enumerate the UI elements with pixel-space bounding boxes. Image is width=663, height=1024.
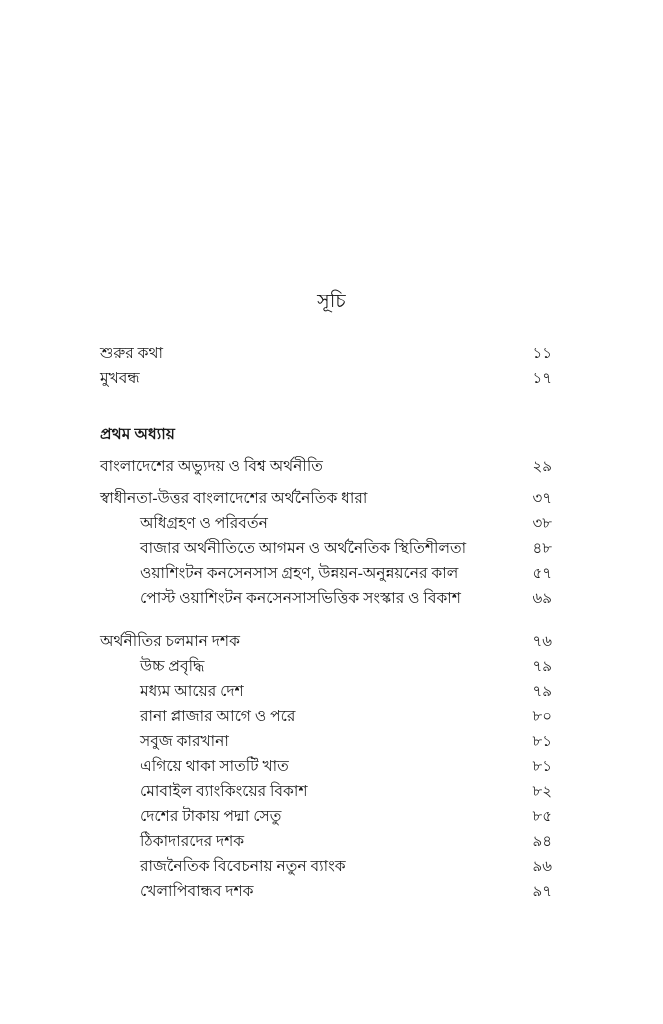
toc-entry[interactable] (100, 679, 552, 704)
toc-entry-label: মোবাইল ব্যাংকিংয়ের বিকাশ (140, 783, 308, 800)
table-of-contents (100, 341, 552, 904)
toc-entry-label: ওয়াশিংটন কনসেনসাস গ্রহণ, উন্নয়ন-অনুন্নয়নের কাল (140, 565, 459, 582)
toc-entry[interactable] (100, 854, 552, 879)
toc-entry-label: মধ্যম আয়ের দেশ (140, 683, 244, 700)
spacer (100, 391, 552, 422)
toc-entry-label: সবুজ কারখানা (140, 733, 229, 750)
toc-entry-page-number: ২৯ (532, 459, 552, 475)
toc-entry-label: স্বাধীনতা-উত্তর বাংলাদেশের অর্থনৈতিক ধারা (100, 490, 368, 507)
spacer (100, 611, 552, 629)
toc-entry[interactable] (100, 754, 552, 779)
toc-entry[interactable] (100, 366, 552, 391)
toc-entry[interactable] (100, 586, 552, 611)
toc-entry-label: রানা প্লাজার আগে ও পরে (140, 708, 296, 725)
toc-entry[interactable] (100, 654, 552, 679)
toc-entry-label: রাজনৈতিক বিবেচনায় নতুন ব্যাংক (140, 858, 346, 875)
toc-entry[interactable] (100, 829, 552, 854)
toc-entry[interactable] (100, 536, 552, 561)
toc-entry-page-number: ৪৮ (532, 541, 552, 557)
toc-entry[interactable] (100, 729, 552, 754)
toc-entry-page-number: ১১ (532, 346, 552, 362)
toc-entry-page-number: ৭৯ (532, 659, 552, 675)
toc-entry-page-number: ৮৫ (532, 809, 552, 825)
toc-entry-label: ঠিকাদারদের দশক (140, 833, 245, 850)
toc-entry-page-number: ৮০ (532, 709, 552, 725)
spacer (100, 479, 552, 486)
toc-entry-label: উচ্চ প্রবৃদ্ধি (140, 658, 205, 675)
toc-entry[interactable] (100, 486, 552, 511)
page-title: সূচি (317, 291, 346, 312)
toc-entry-label: অধিগ্রহণ ও পরিবর্তন (140, 515, 268, 532)
toc-entry-label: খেলাপিবান্ধব দশক (140, 883, 254, 900)
toc-entry-label: পোস্ট ওয়াশিংটন কনসেনসাসভিত্তিক সংস্কার ও বিকাশ (140, 590, 461, 607)
toc-entry-label: অর্থনীতির চলমান দশক (100, 633, 240, 650)
toc-entry-page-number: ৮১ (532, 734, 552, 750)
toc-entry[interactable] (100, 804, 552, 829)
toc-entry-label: এগিয়ে থাকা সাতটি খাত (140, 758, 289, 775)
toc-entry-label: মুখবন্ধ (100, 370, 140, 387)
toc-entry-page-number: ৭৬ (532, 634, 552, 650)
toc-entry-page-number: ৯৪ (532, 834, 552, 850)
toc-entry[interactable] (100, 341, 552, 366)
toc-entry[interactable] (100, 629, 552, 654)
toc-entry-page-number: ৮২ (532, 784, 552, 800)
toc-entry-page-number: ৯৬ (532, 859, 552, 875)
toc-entry[interactable] (100, 704, 552, 729)
chapter-heading: প্রথম অধ্যায় (100, 426, 176, 443)
toc-entry-label: বাংলাদেশের অভ্যুদয় ও বিশ্ব অর্থনীতি (100, 458, 323, 475)
toc-entry-page-number: ৯৭ (532, 884, 552, 900)
spacer (100, 447, 552, 454)
toc-entry-label: দেশের টাকায় পদ্মা সেতু (140, 808, 282, 825)
toc-entry[interactable] (100, 779, 552, 804)
toc-entry-label: শুরুর কথা (100, 345, 164, 362)
toc-entry[interactable] (100, 879, 552, 904)
toc-entry-page-number: ৩৮ (532, 516, 552, 532)
toc-entry[interactable] (100, 454, 552, 479)
toc-entry-page-number: ৫৭ (532, 566, 552, 582)
toc-entry-page-number: ৭৯ (532, 684, 552, 700)
toc-entry-label: বাজার অর্থনীতিতে আগমন ও অর্থনৈতিক স্থিতিশীলতা (140, 540, 467, 557)
toc-entry-page-number: ৩৭ (532, 491, 552, 507)
toc-entry-page-number: ১৭ (532, 371, 552, 387)
toc-entry[interactable] (100, 561, 552, 586)
toc-entry[interactable] (100, 511, 552, 536)
toc-entry-page-number: ৮১ (532, 759, 552, 775)
toc-entry-page-number: ৬৯ (532, 591, 552, 607)
